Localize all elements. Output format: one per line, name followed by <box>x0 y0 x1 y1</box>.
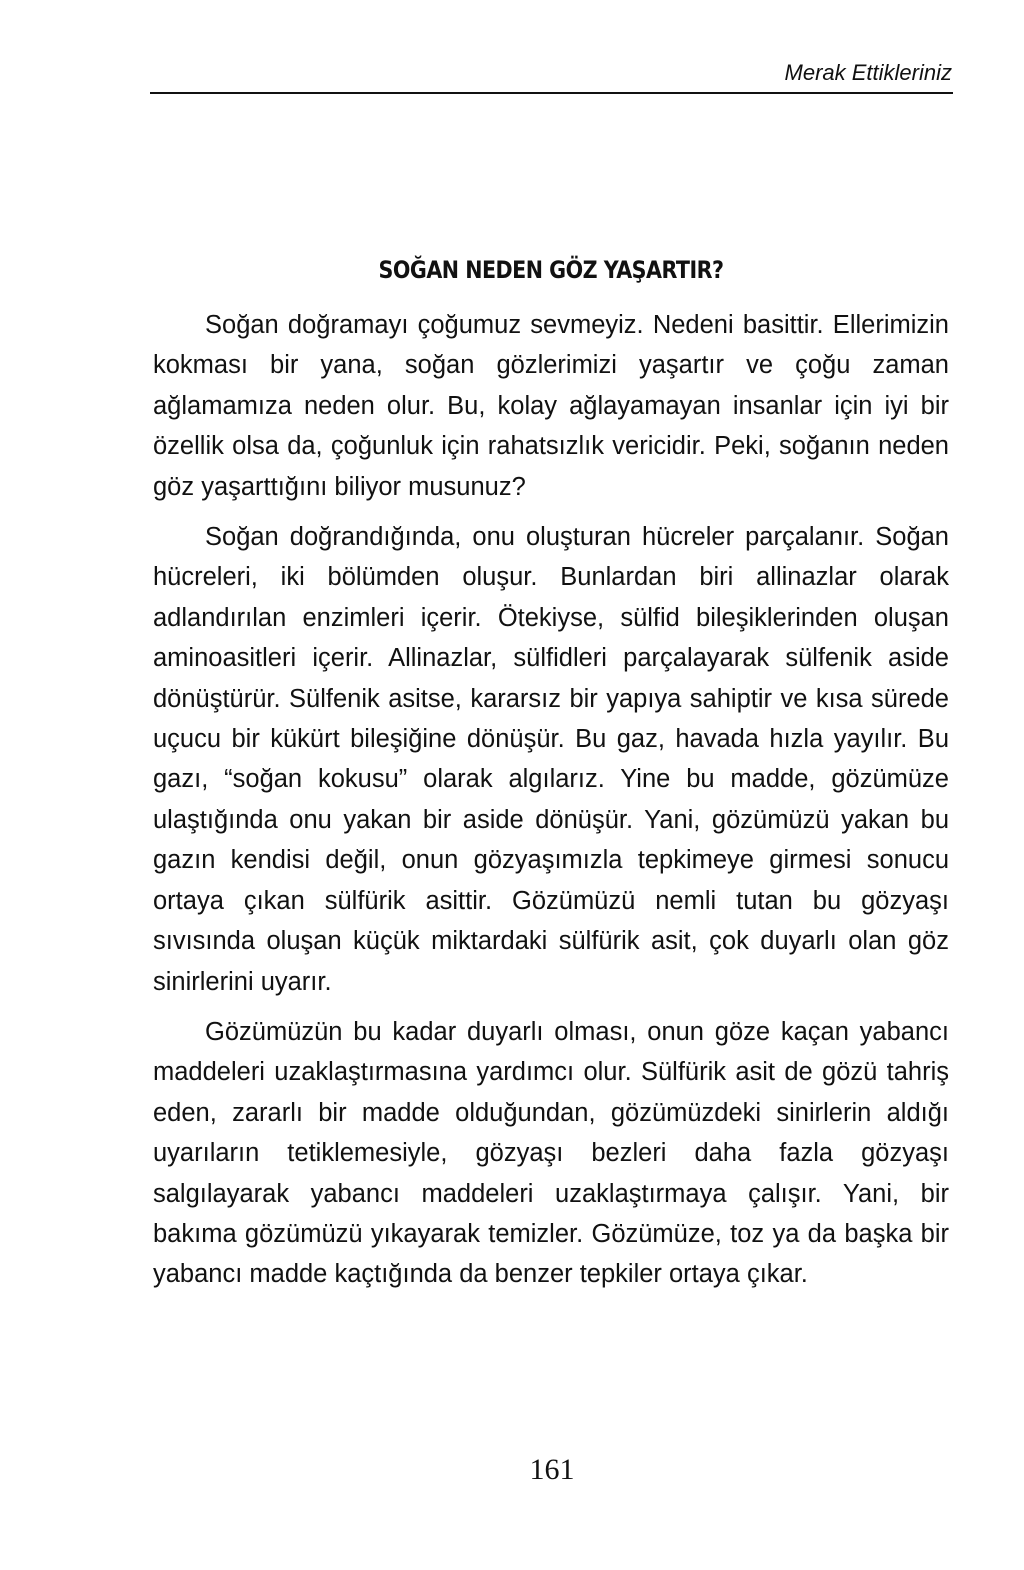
paragraph-3: Gözümüzün bu kadar duyarlı olması, onun göze kaçan yabancı maddeleri uzaklaştırmasına yardımcı olur. Sülfürik asit de gözü tahriş eden, zararlı bir madde olduğundan, gözümüzdeki sinirlerin aldığı uyarıların tetiklemesiyle, gözyaşı bezleri daha fazla gözyaşı salgılayarak yabancı maddeleri uzaklaştırmaya çalışır. Yani, bir bakıma gözümüzü yıkayarak temizler. Gözümüze, toz ya da başka bir yabancı madde kaçtığında da benzer tepkiler ortaya çıkar. <box>153 1017 949 1289</box>
article-title: SOĞAN NEDEN GÖZ YAŞARTIR? <box>378 256 724 284</box>
page-number: 161 <box>529 1453 575 1486</box>
paragraph-2: Soğan doğrandığında, onu oluşturan hücreler parçalanır. Soğan hücreleri, iki bölümden oluşur. Bunlardan biri allinazlar olarak adlandırılan enzimleri içerir. Ötekiyse, sülfid bileşiklerinden oluşan aminoasitleri içerir. Allinazlar, sülfidleri parçalayarak sülfenik aside dönüştürür. Sülfenik asitse, kararsız bir yapıya sahiptir ve kısa sürede uçucu bir kükürt bileşiğine dönüşür. Bu gaz, havada hızla yayılır. Bu gazı, “soğan kokusu” olarak algılarız. Yine bu madde, gözümüze ulaştığında onu yakan bir aside dönüşür. Yani, gözümüzü yakan bu gazın kendisi değil, onun gözyaşımızla tepkimeye girmesi sonucu ortaya çıkan sülfürik asittir. Gözümüzü nemli tutan bu gözyaşı sıvısında oluşan küçük miktardaki sülfürik asit, çok duyarlı olan göz sinirlerini uyarır. <box>153 523 949 996</box>
running-title: Merak Ettikleriniz <box>784 60 952 85</box>
paragraph-1: Soğan doğramayı çoğumuz sevmeyiz. Nedeni basittir. Ellerimizin kokması bir yana, soğan gözlerimizi yaşartır ve çoğu zaman ağlamamıza neden olur. Bu, kolay ağlayamayan insanlar için iyi bir özellik olsa da, çoğunluk için rahatsızlık vericidir. Peki, soğanın neden göz yaşarttığını biliyor musunuz? <box>153 311 949 501</box>
header-rule <box>150 92 953 94</box>
article-body <box>153 305 949 1305</box>
